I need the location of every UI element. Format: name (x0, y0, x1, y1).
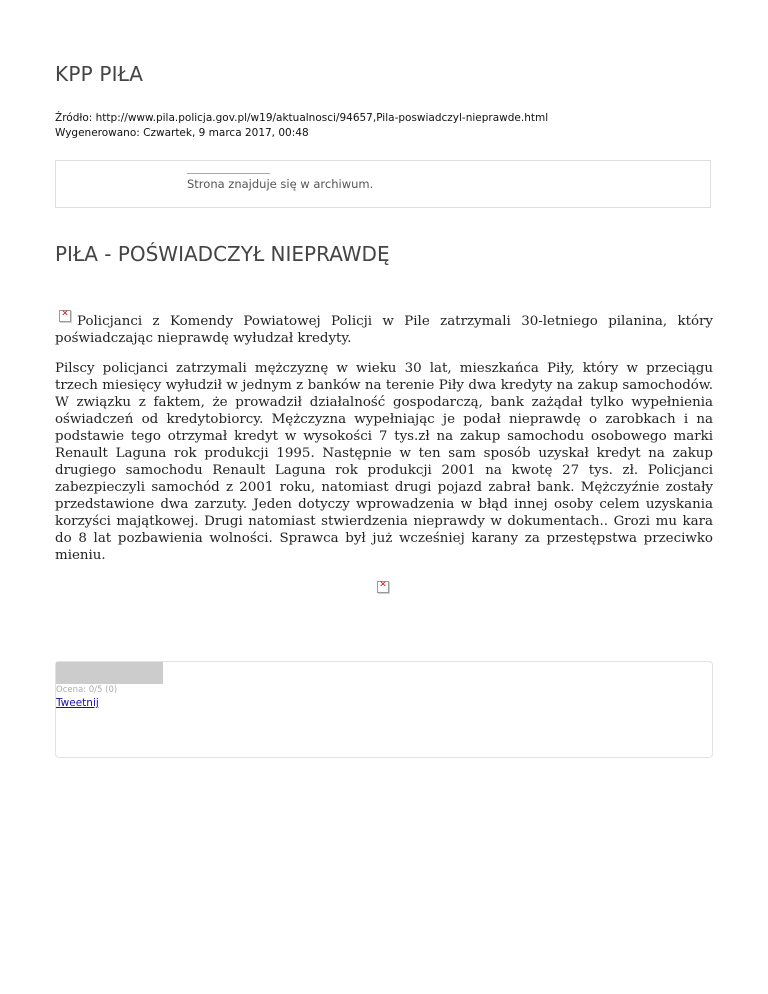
archive-notice-text: Strona znajduje się w archiwum. (187, 177, 374, 191)
tweet-link[interactable]: Tweetnij (56, 697, 99, 709)
article-body: Pilscy policjanci zatrzymali mężczyznę w wieku 30 lat, mieszkańca Piły, który w przeciągu trzech miesięcy wyłudził w jednym z banków na terenie Piły dwa kredyty na zakup samochodów. W związku z faktem, że prowadził działalność gospodarczą, bank zażądał tylko wypełnienia oświadczeń od kredytobiorcy. Mężczyzna wypełniając je podał nieprawdę o zarobkach i na podstawie tego otrzymał kredyt w wysokości 7 tys.zł na zakup samochodu osobowego marki Renault Laguna rok produkcji 1995. Następnie w ten sam sposób uzyskał kredyt na zakup drugiego samochodu Renault Laguna rok produkcji 2001 na kwotę 27 tys. zł. Policjanci zabezpieczyli samochód z 2001 roku, natomiast drugi pojazd zabrał bank. Mężczyźnie zostały przedstawione dwa zarzuty. Jeden dotyczy wprowadzenia w błąd innej osoby celem uzyskania korzyści majątkowej. Drugi natomiast stwierdzenia nieprawdy w dokumentach.. Grozi mu kara do 8 lat pozbawienia wolności. Sprawca był już wcześniej karany za przestępstwa przeciwko mieniu. (55, 361, 713, 563)
rating-stars-bar[interactable] (56, 662, 163, 684)
article-title: PIŁA - POŚWIADCZYŁ NIEPRAWDĘ (55, 242, 390, 266)
archive-divider (187, 173, 270, 174)
source-url-text: Źródło: http://www.pila.policja.gov.pl/w19/aktualnosci/94657,Pila-poswiadczyl-nieprawde.html (55, 112, 549, 124)
broken-image-icon (377, 581, 389, 593)
rating-panel (55, 661, 713, 758)
site-title: KPP PIŁA (55, 62, 144, 86)
archive-notice-box (55, 160, 711, 208)
article-lead: Policjanci z Komendy Powiatowej Policji w Pile zatrzymali 30-letniego pilanina, który poświadczając nieprawdę wyłudzał kredyty. (55, 314, 713, 346)
generated-date-text: Wygenerowano: Czwartek, 9 marca 2017, 00:48 (55, 127, 309, 139)
broken-image-icon (59, 310, 71, 322)
document-meta (55, 111, 548, 141)
rating-label: Ocena: 0/5 (0) (56, 685, 118, 695)
